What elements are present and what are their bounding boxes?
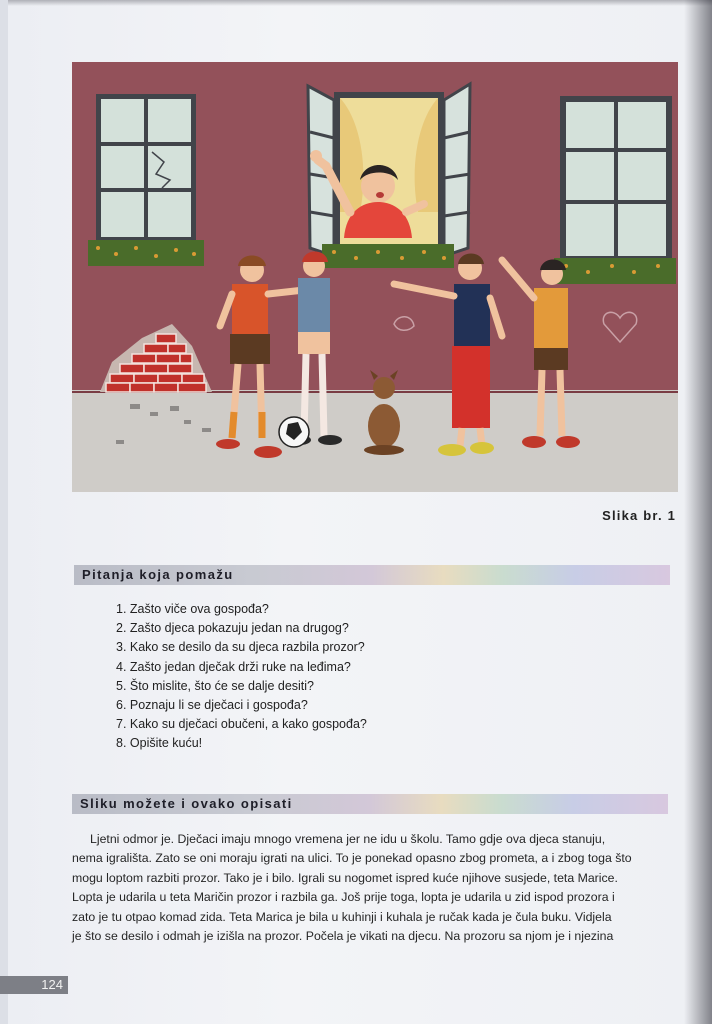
- left-window: [88, 94, 204, 266]
- question-item: 1. Zašto viče ova gospođa?: [116, 602, 269, 616]
- paragraph-line: Ljetni odmor je. Dječaci imaju mnogo vremena jer ne idu u školu. Tamo gdje ova djeca stanuju,: [90, 832, 606, 846]
- paragraph-line: zato je tu otpao komad zida. Teta Marica je bila u kuhinji i kuhala je ručak kada je čula buku. Vidjela: [72, 909, 612, 924]
- page-number-tab: [0, 976, 68, 994]
- section-title-describe: Sliku možete i ovako opisati: [80, 796, 293, 811]
- textbook-page: [8, 0, 712, 1024]
- page-number: 124: [41, 977, 63, 992]
- section-header-questions: [74, 565, 670, 585]
- figure-caption: Slika br. 1: [602, 508, 676, 523]
- question-item: 3. Kako se desilo da su djeca razbila prozor?: [116, 640, 365, 655]
- scene-drawing: [72, 62, 678, 492]
- question-item: 4. Zašto jedan dječak drži ruke na leđima?: [116, 659, 351, 674]
- page-spine-shadow: [684, 0, 712, 1024]
- football: [279, 417, 309, 447]
- question-item: 8. Opišite kuću!: [116, 736, 203, 751]
- center-window: [308, 84, 470, 268]
- section-header-describe: [72, 794, 668, 814]
- illustration-broken-window: [72, 62, 678, 492]
- question-item: 6. Poznaju li se dječaci i gospođa?: [116, 698, 308, 713]
- question-item: 2. Zašto djeca pokazuju jedan na drugog?: [116, 621, 349, 636]
- paragraph-line: Lopta je udarila u teta Maričin prozor i razbila ga. Još prije toga, lopta je udarila u zid ispod prozora i: [72, 890, 615, 905]
- paragraph-line: je što se desilo i odmah je izišla na prozor. Počela je vikati na djecu. Na prozoru sa njom je i njezina: [72, 929, 614, 944]
- paragraph-line: mogu loptom razbiti prozor. Tako je i bilo. Igrali su nogomet ispred kuće njihove susjede, teta Marice.: [72, 870, 618, 885]
- section-title-questions: Pitanja koja pomažu: [82, 567, 234, 582]
- question-item: 5. Što mislite, što će se dalje desiti?: [116, 678, 315, 693]
- question-list: [116, 600, 367, 754]
- description-paragraph: [72, 830, 670, 946]
- paragraph-line: nema igrališta. Zato se oni moraju igrati na ulici. To je ponekad opasno zbog prometa, a i zbog toga što: [72, 851, 632, 866]
- right-window: [554, 96, 676, 284]
- question-item: 7. Kako su dječaci obučeni, a kako gospođa?: [116, 717, 367, 732]
- top-edge-shadow: [8, 0, 712, 6]
